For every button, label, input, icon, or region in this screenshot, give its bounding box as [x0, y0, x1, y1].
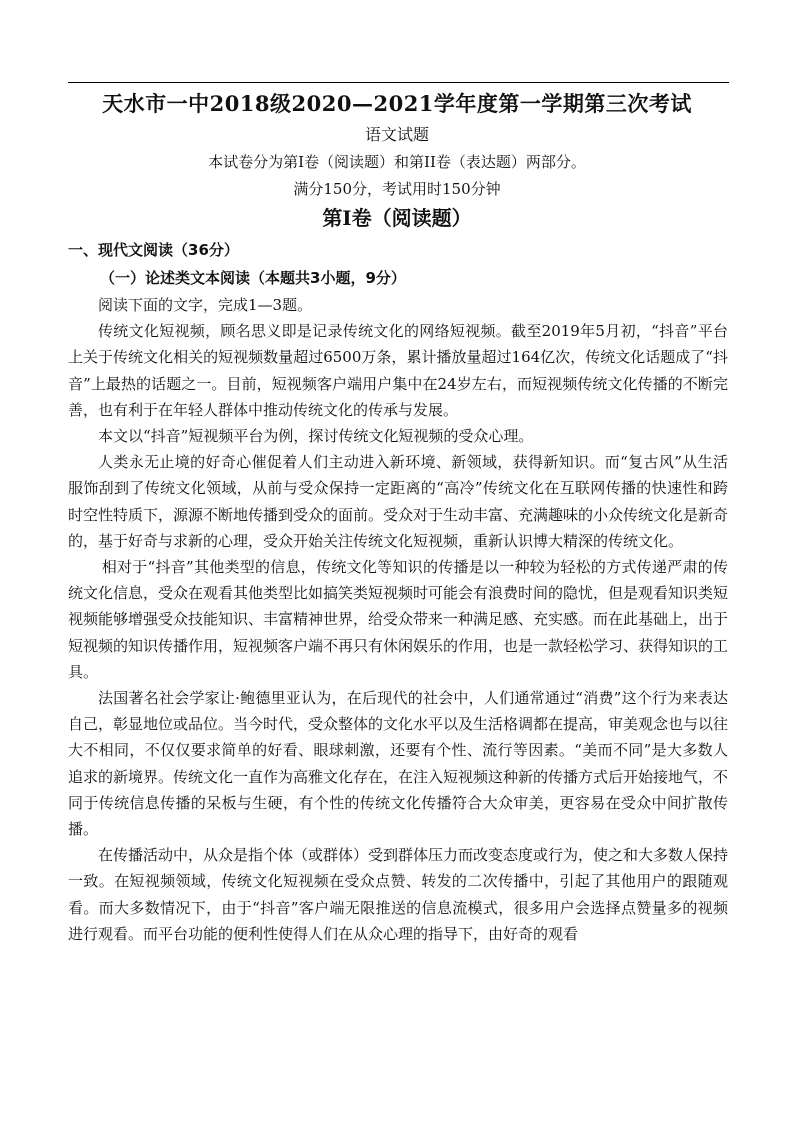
header-rule — [68, 82, 729, 83]
paragraph: 在传播活动中，从众是指个体（或群体）受到群体压力而改变态度或行为，使之和大多数人保持一致。在短视频领域，传统文化短视频在受众点赞、转发的二次传播中，引起了其他用户的跟随观看。而大多数情况下，由于“抖音”客户端无限推送的信息流模式，很多用户会选择点赞量多的视频进行观看。而平台功能的便利性使得人们在从众心理的指导下，由好奇的观看 — [68, 846, 729, 943]
paragraph: 人类永无止境的好奇心催促着人们主动进入新环境、新领域，获得新知识。而“复古风”从生活服饰刮到了传统文化领域，从前与受众保持一定距离的“高冷”传统文化在互联网传播的快速性和跨时空性特质下，源源不断地传播到受众的面前。受众对于生动丰富、充满趣味的小众传统文化是新奇的，基于好奇与求新的心理，受众开始关注传统文化短视频，重新认识博大精深的传统文化。 — [68, 453, 729, 550]
subject-title: 语文试题 — [364, 125, 429, 144]
paragraph: 相对于“抖音”其他类型的信息，传统文化等知识的传播是以一种较为轻松的方式传递严肃的传统文化信息，受众在观看其他类型比如搞笑类短视频时可能会有浪费时间的隐忧，但是观看知识类短视频能够增强受众技能知识、丰富精神世界，给受众带来一种满足感、充实感。而在此基础上，出于短视频的知识传播作用，短视频客户端不再只有休闲娱乐的作用，也是一款轻松学习、获得知识的工具。 — [68, 558, 729, 681]
paragraph: 本文以“抖音”短视频平台为例，探讨传统文化短视频的受众心理。 — [98, 427, 534, 446]
paragraph: 法国著名社会学家让·鲍德里亚认为，在后现代的社会中，人们通常通过“消费”这个行为来表达自己，彰显地位或品位。当今时代，受众整体的文化水平以及生活格调都在提高，审美观念也与以往大不相同，不仅仅要求简单的好看、眼球刺激，还要有个性、流行等因素。“美而不同”是大多数人追求的新境界。传统文化一直作为高雅文化存在，在注入短视频这种新的传播方式后开始接地气，不同于传统信息传播的呆板与生硬，有个性的传统文化传播符合大众审美，更容易在受众中间扩散传播。 — [68, 689, 729, 839]
article-body — [68, 292, 728, 947]
section-heading: 一、现代文阅读（36分） — [68, 241, 239, 259]
exam-score-time: 满分150分，考试用时150分钟 — [293, 180, 501, 198]
part-title: 第Ⅰ卷（阅读题） — [322, 206, 472, 230]
paragraph: 阅读下面的文字，完成1—3题。 — [98, 296, 313, 314]
section-subheading: （一）论述类文本阅读（本题共3小题，9分） — [100, 269, 406, 287]
exam-title: 天水市一中2018级2020—2021学年度第一学期第三次考试 — [102, 91, 692, 116]
exam-composition: 本试卷分为第Ⅰ卷（阅读题）和第II卷（表达题）两部分。 — [208, 153, 586, 171]
paragraph: 传统文化短视频，顾名思义即是记录传统文化的网络短视频。截至2019年5月初，“抖音”平台上关于传统文化相关的短视频数量超过6500万条，累计播放量超过164亿次，传统文化话题成了“抖音”上最热的话题之一。目前，短视频客户端用户集中在24岁左右，而短视频传统文化传播的不断完善，也有利于在年轻人群体中推动传统文化的传承与发展。 — [68, 322, 728, 419]
